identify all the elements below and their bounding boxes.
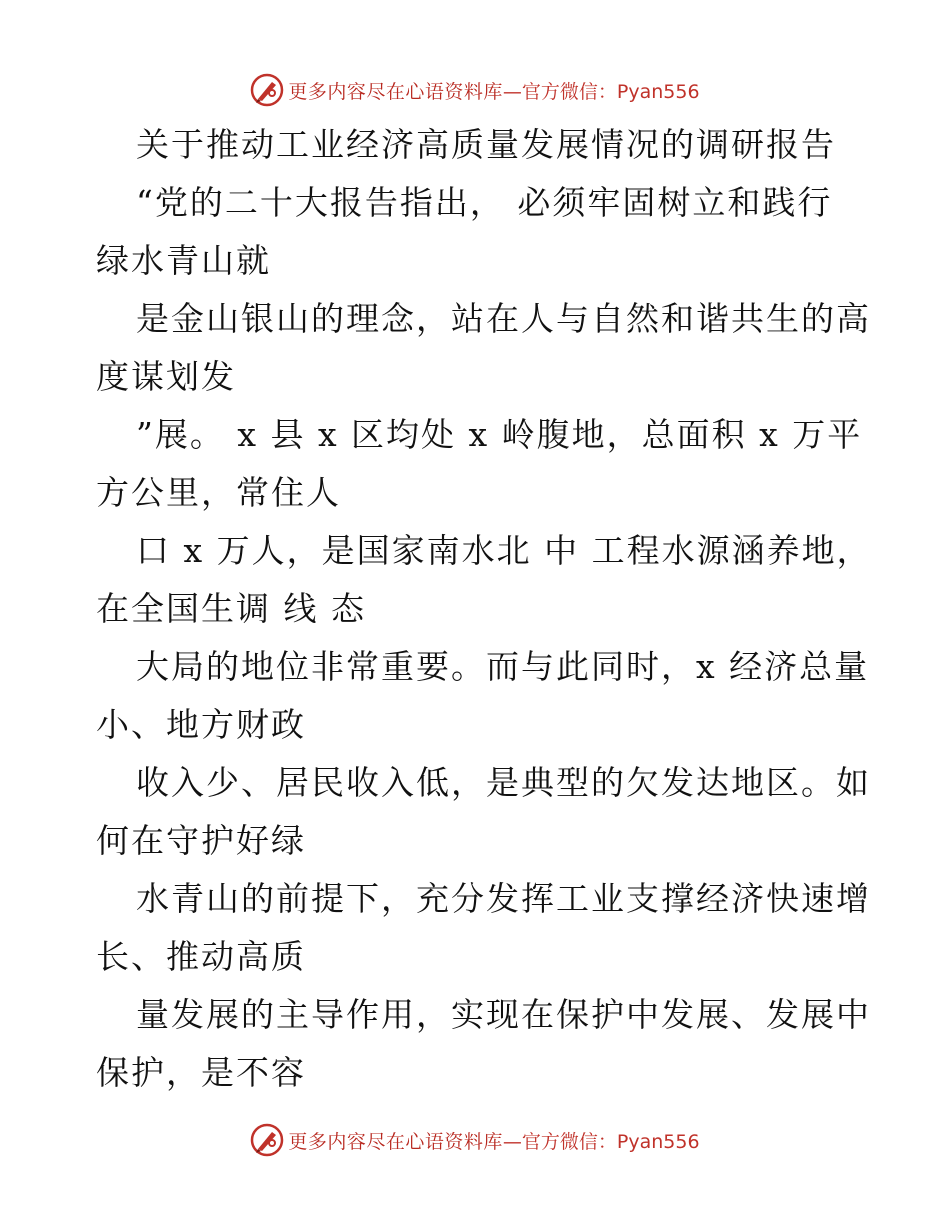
footer-watermark	[0, 1120, 950, 1160]
document-body	[96, 116, 872, 1102]
paragraph-line: ”展。 x 县 x 区均处 x 岭腹地，总面积 x 万平	[136, 415, 863, 454]
header-watermark	[0, 70, 950, 110]
document-title: 关于推动工业经济高质量发展情况的调研报告	[136, 125, 836, 164]
paragraph-line: 度谋划发	[96, 357, 236, 396]
watermark-wechat: —官方微信：Pyan556	[502, 1130, 700, 1153]
pen-logo-icon	[250, 73, 284, 107]
watermark-brand: 更多内容尽在心语资料库	[288, 80, 503, 103]
paragraph-line: 保护，是不容	[96, 1053, 306, 1092]
watermark-brand: 更多内容尽在心语资料库	[288, 1130, 503, 1153]
paragraph-line: 方公里，常住人	[96, 473, 341, 512]
paragraph-line: 何在守护好绿	[96, 821, 306, 860]
paragraph-line: 量发展的主导作用，实现在保护中发展、发展中	[136, 995, 871, 1034]
watermark-wechat: —官方微信：Pyan556	[502, 80, 700, 103]
pen-logo-icon	[250, 1123, 284, 1157]
paragraph-line: 收入少、居民收入低，是典型的欠发达地区。如	[136, 763, 871, 802]
paragraph-line: 口 x 万人，是国家南水北 中 工程水源涵养地，	[136, 531, 872, 570]
paragraph-line: 水青山的前提下，充分发挥工业支撑经济快速增	[136, 879, 871, 918]
paragraph-line: 在全国生调 线 态	[96, 589, 366, 628]
paragraph-line: “党的二十大报告指出， 必须牢固树立和践行	[136, 183, 833, 222]
paragraph-line: 小、地方财政	[96, 705, 306, 744]
paragraph-line: 长、推动高质	[96, 937, 306, 976]
paragraph-line: 大局的地位非常重要。而与此同时，x 经济总量	[136, 647, 870, 686]
paragraph-line: 是金山银山的理念，站在人与自然和谐共生的高	[136, 299, 871, 338]
paragraph-line: 绿水青山就	[96, 241, 271, 280]
